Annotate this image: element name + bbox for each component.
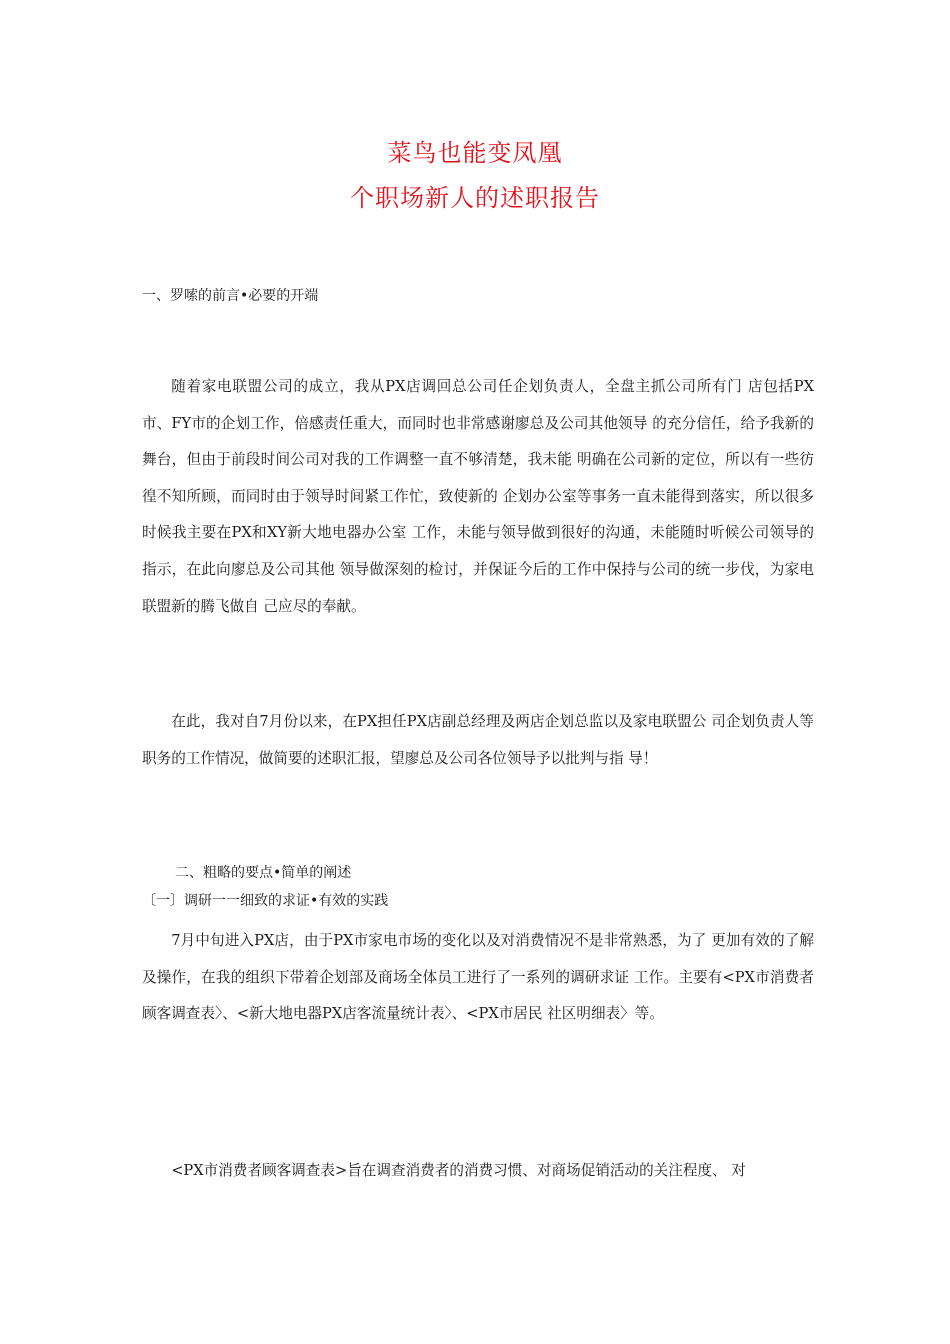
paragraph-research: 7月中旬进入PX店，由于PX市家电市场的变化以及对消费情况不是非常熟悉，为了 更加有效的了解及操作，在我的组织下带着企划部及商场全体员工进行了一系列的调研求证 工作。主要有<PX市消费者顾客调查表〉、<新大地电器PX店客流量统计表〉、<PX市居民 社区明细表〉等。 [142,932,814,1023]
document-title: 菜鸟也能变凤凰 [387,139,563,167]
document-subtitle: 个职场新人的述职报告 [350,184,600,212]
paragraph-intro: 随着家电联盟公司的成立，我从PX店调回总公司任企划负责人，全盘主抓公司所有门 店包括PX市、FY市的企划工作，倍感责任重大，而同时也非常感谢廖总及公司其他领导 的充分信任，给予我新的舞台，但由于前段时间公司对我的工作调整一直不够清楚，我未能 明确在公司新的定位，所以有一些彷徨不知所顾，而同时由于领导时间紧工作忙，致使新的 企划办公室等事务一直未能得到落实，所以很多时候我主要在PX和XY新大地电器办公室 工作，未能与领导做到很好的沟通，未能随时听候公司领导的指示，在此向廖总及公司其他 领导做深刻的检讨，并保证今后的工作中保持与公司的统一步伐，为家电联盟新的腾飞做自 己应尽的奉献。 [142,378,814,615]
section-heading-preface: 一、罗嗦的前言•必要的开端 [142,288,319,304]
paragraph-survey: <PX市消费者顾客调查表>旨在调查消费者的消费习惯、对商场促销活动的关注程度、 对 [171,1162,746,1179]
paragraph-summary: 在此，我对自7月份以来，在PX担任PX店副总经理及两店企划总监以及家电联盟公 司企划负责人等职务的工作情况，做简要的述职汇报，望廖总及公司各位领导予以批判与指 导！ [142,713,814,767]
section-heading-points: 二、粗略的要点•简单的阐述 [175,865,352,881]
subsection-heading-research: 〔一〕调研一一细致的求证•有效的实践 [142,893,389,909]
